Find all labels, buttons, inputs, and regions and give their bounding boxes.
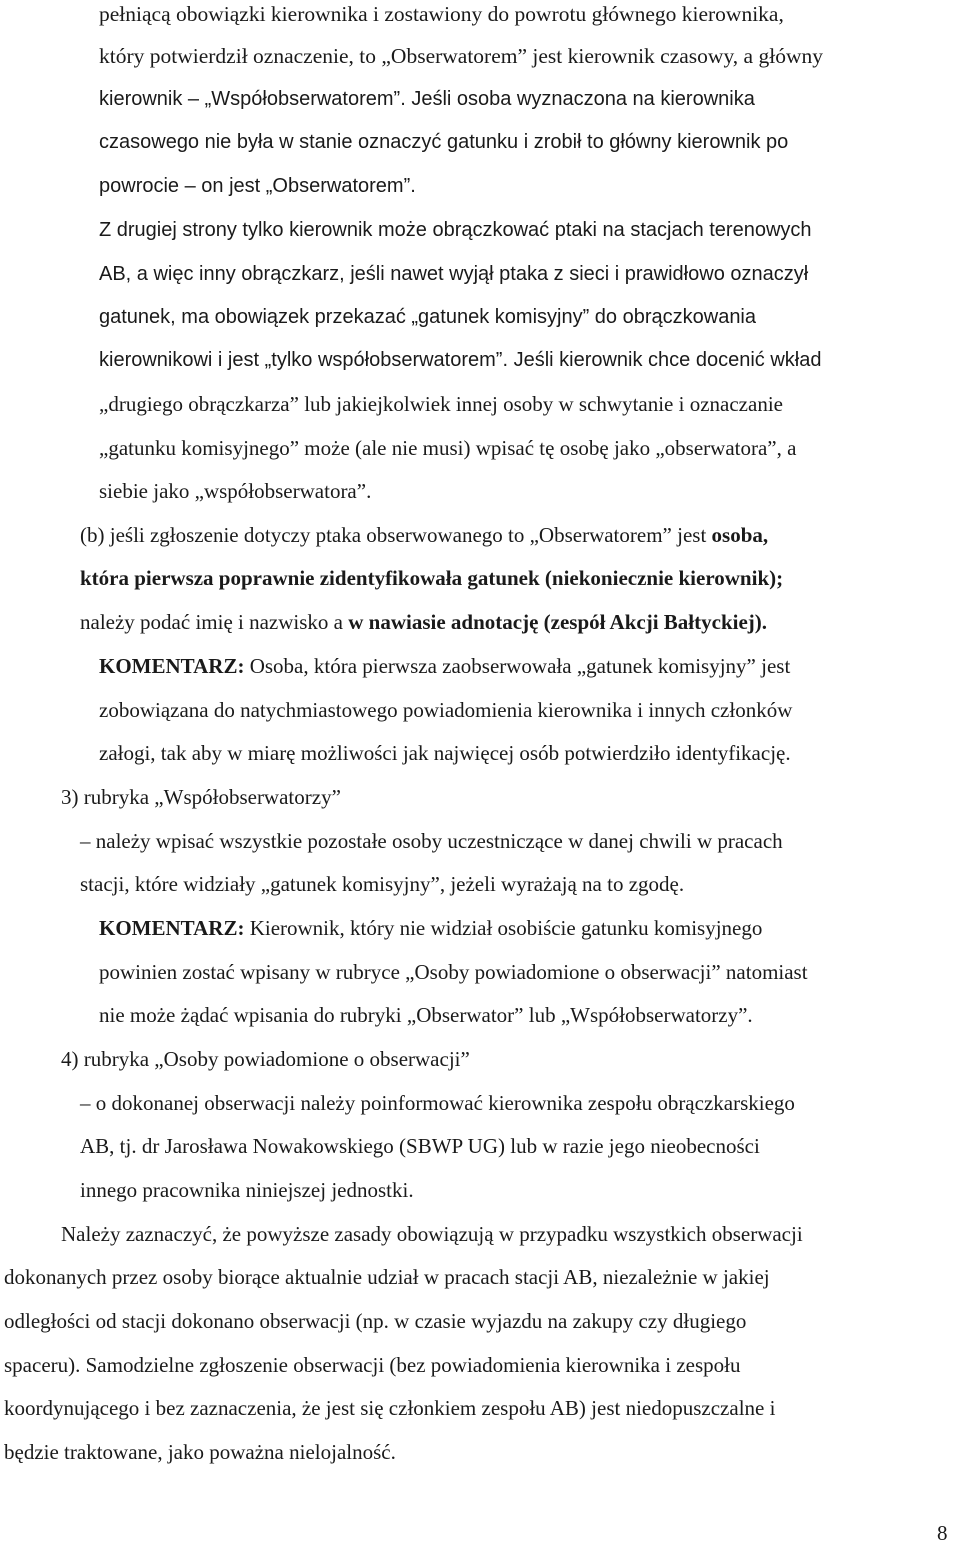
bold-text-segment: która pierwsza poprawnie zidentyfikowała gatunek (niekoniecznie kierownik); [80,566,784,590]
text-line: – o dokonanej obserwacji należy poinformować kierownika zespołu obrączkarskiego [80,1091,795,1115]
section-heading: 3) rubryka „Współobserwatorzy” [61,785,341,809]
text-line: stacji, które widziały „gatunek komisyjny”, jeżeli wyrażają na to zgodę. [80,872,685,896]
text-line: „drugiego obrączkarza” lub jakiejkolwiek innej osoby w schwytanie i oznaczanie [99,392,783,416]
text-line: innego pracownika niniejszej jednostki. [80,1178,414,1202]
text-line [80,525,768,546]
text-line: czasowego nie była w stanie oznaczyć gatunku i zrobił to główny kierownik po [99,131,789,153]
text-line: „gatunku komisyjnego” może (ale nie musi) wpisać tę osobę jako „obserwatora”, a [99,436,797,460]
text-line: kierownik – „Współobserwatorem”. Jeśli osoba wyznaczona na kierownika [99,88,755,110]
text-line: koordynującego i bez zaznaczenia, że jest się członkiem zespołu AB) jest niedopuszczalne i [4,1396,776,1420]
text-line: nie może żądać wpisania do rubryki „Obserwator” lub „Współobserwatorzy”. [99,1003,753,1027]
text-line: Z drugiej strony tylko kierownik może obrączkować ptaki na stacjach terenowych [99,219,812,241]
text-line [80,568,926,589]
text-segment: (b) jeśli zgłoszenie dotyczy ptaka obserwowanego to „Obserwatorem” jest [80,523,712,547]
text-line: który potwierdził oznaczenie, to „Obserwatorem” jest kierownik czasowy, a główny [99,44,823,68]
page-number: 8 [937,1521,948,1545]
comment-label: KOMENTARZ: [99,916,245,940]
text-line: pełniącą obowiązki kierownika i zostawiony do powrotu głównego kierownika, [99,2,784,26]
section-heading: 4) rubryka „Osoby powiadomione o obserwacji” [61,1047,470,1071]
text-line: dokonanych przez osoby biorące aktualnie udział w pracach stacji AB, niezależnie w jakiej [4,1265,770,1289]
text-line: powrocie – on jest „Obserwatorem”. [99,175,416,197]
text-line: siebie jako „współobserwatora”. [99,479,372,503]
text-line: spaceru). Samodzielne zgłoszenie obserwacji (bez powiadomienia kierownika i zespołu [4,1353,741,1377]
text-line: AB, a więc inny obrączkarz, jeśli nawet wyjął ptaka z sieci i prawidłowo oznaczył [99,263,809,285]
text-line: odległości od stacji dokonano obserwacji (np. w czasie wyjazdu na zakupy czy długiego [4,1309,747,1333]
text-line: gatunek, ma obowiązek przekazać „gatunek komisyjny” do obrączkowania [99,306,757,328]
comment-line [99,656,790,677]
comment-line [99,918,762,939]
text-line: kierownikowi i jest „tylko współobserwatorem”. Jeśli kierownik chce docenić wkład [99,349,822,371]
text-segment: Osoba, która pierwsza zaobserwowała „gatunek komisyjny” jest [244,654,791,678]
text-line: AB, tj. dr Jarosława Nowakowskiego (SBWP UG) lub w razie jego nieobecności [80,1134,760,1158]
text-line: Należy zaznaczyć, że powyższe zasady obowiązują w przypadku wszystkich obserwacji [61,1222,803,1246]
text-line: powinien zostać wpisany w rubryce „Osoby powiadomione o obserwacji” natomiast [99,960,808,984]
bold-text-segment: osoba, [711,523,769,547]
text-line: będzie traktowane, jako poważna nielojalność. [4,1440,396,1464]
comment-label: KOMENTARZ: [99,654,245,678]
text-segment: należy podać imię i nazwisko a [80,610,349,634]
text-segment: Kierownik, który nie widział osobiście gatunku komisyjnego [244,916,763,940]
text-line: – należy wpisać wszystkie pozostałe osoby uczestniczące w danej chwili w pracach [80,829,783,853]
text-line: zobowiązana do natychmiastowego powiadomienia kierownika i innych członków [99,698,793,722]
bold-text-segment: w nawiasie adnotację (zespół Akcji Bałtyckiej). [348,610,768,634]
text-line: załogi, tak aby w miarę możliwości jak najwięcej osób potwierdziło identyfikację. [99,741,791,765]
text-line [80,612,767,633]
